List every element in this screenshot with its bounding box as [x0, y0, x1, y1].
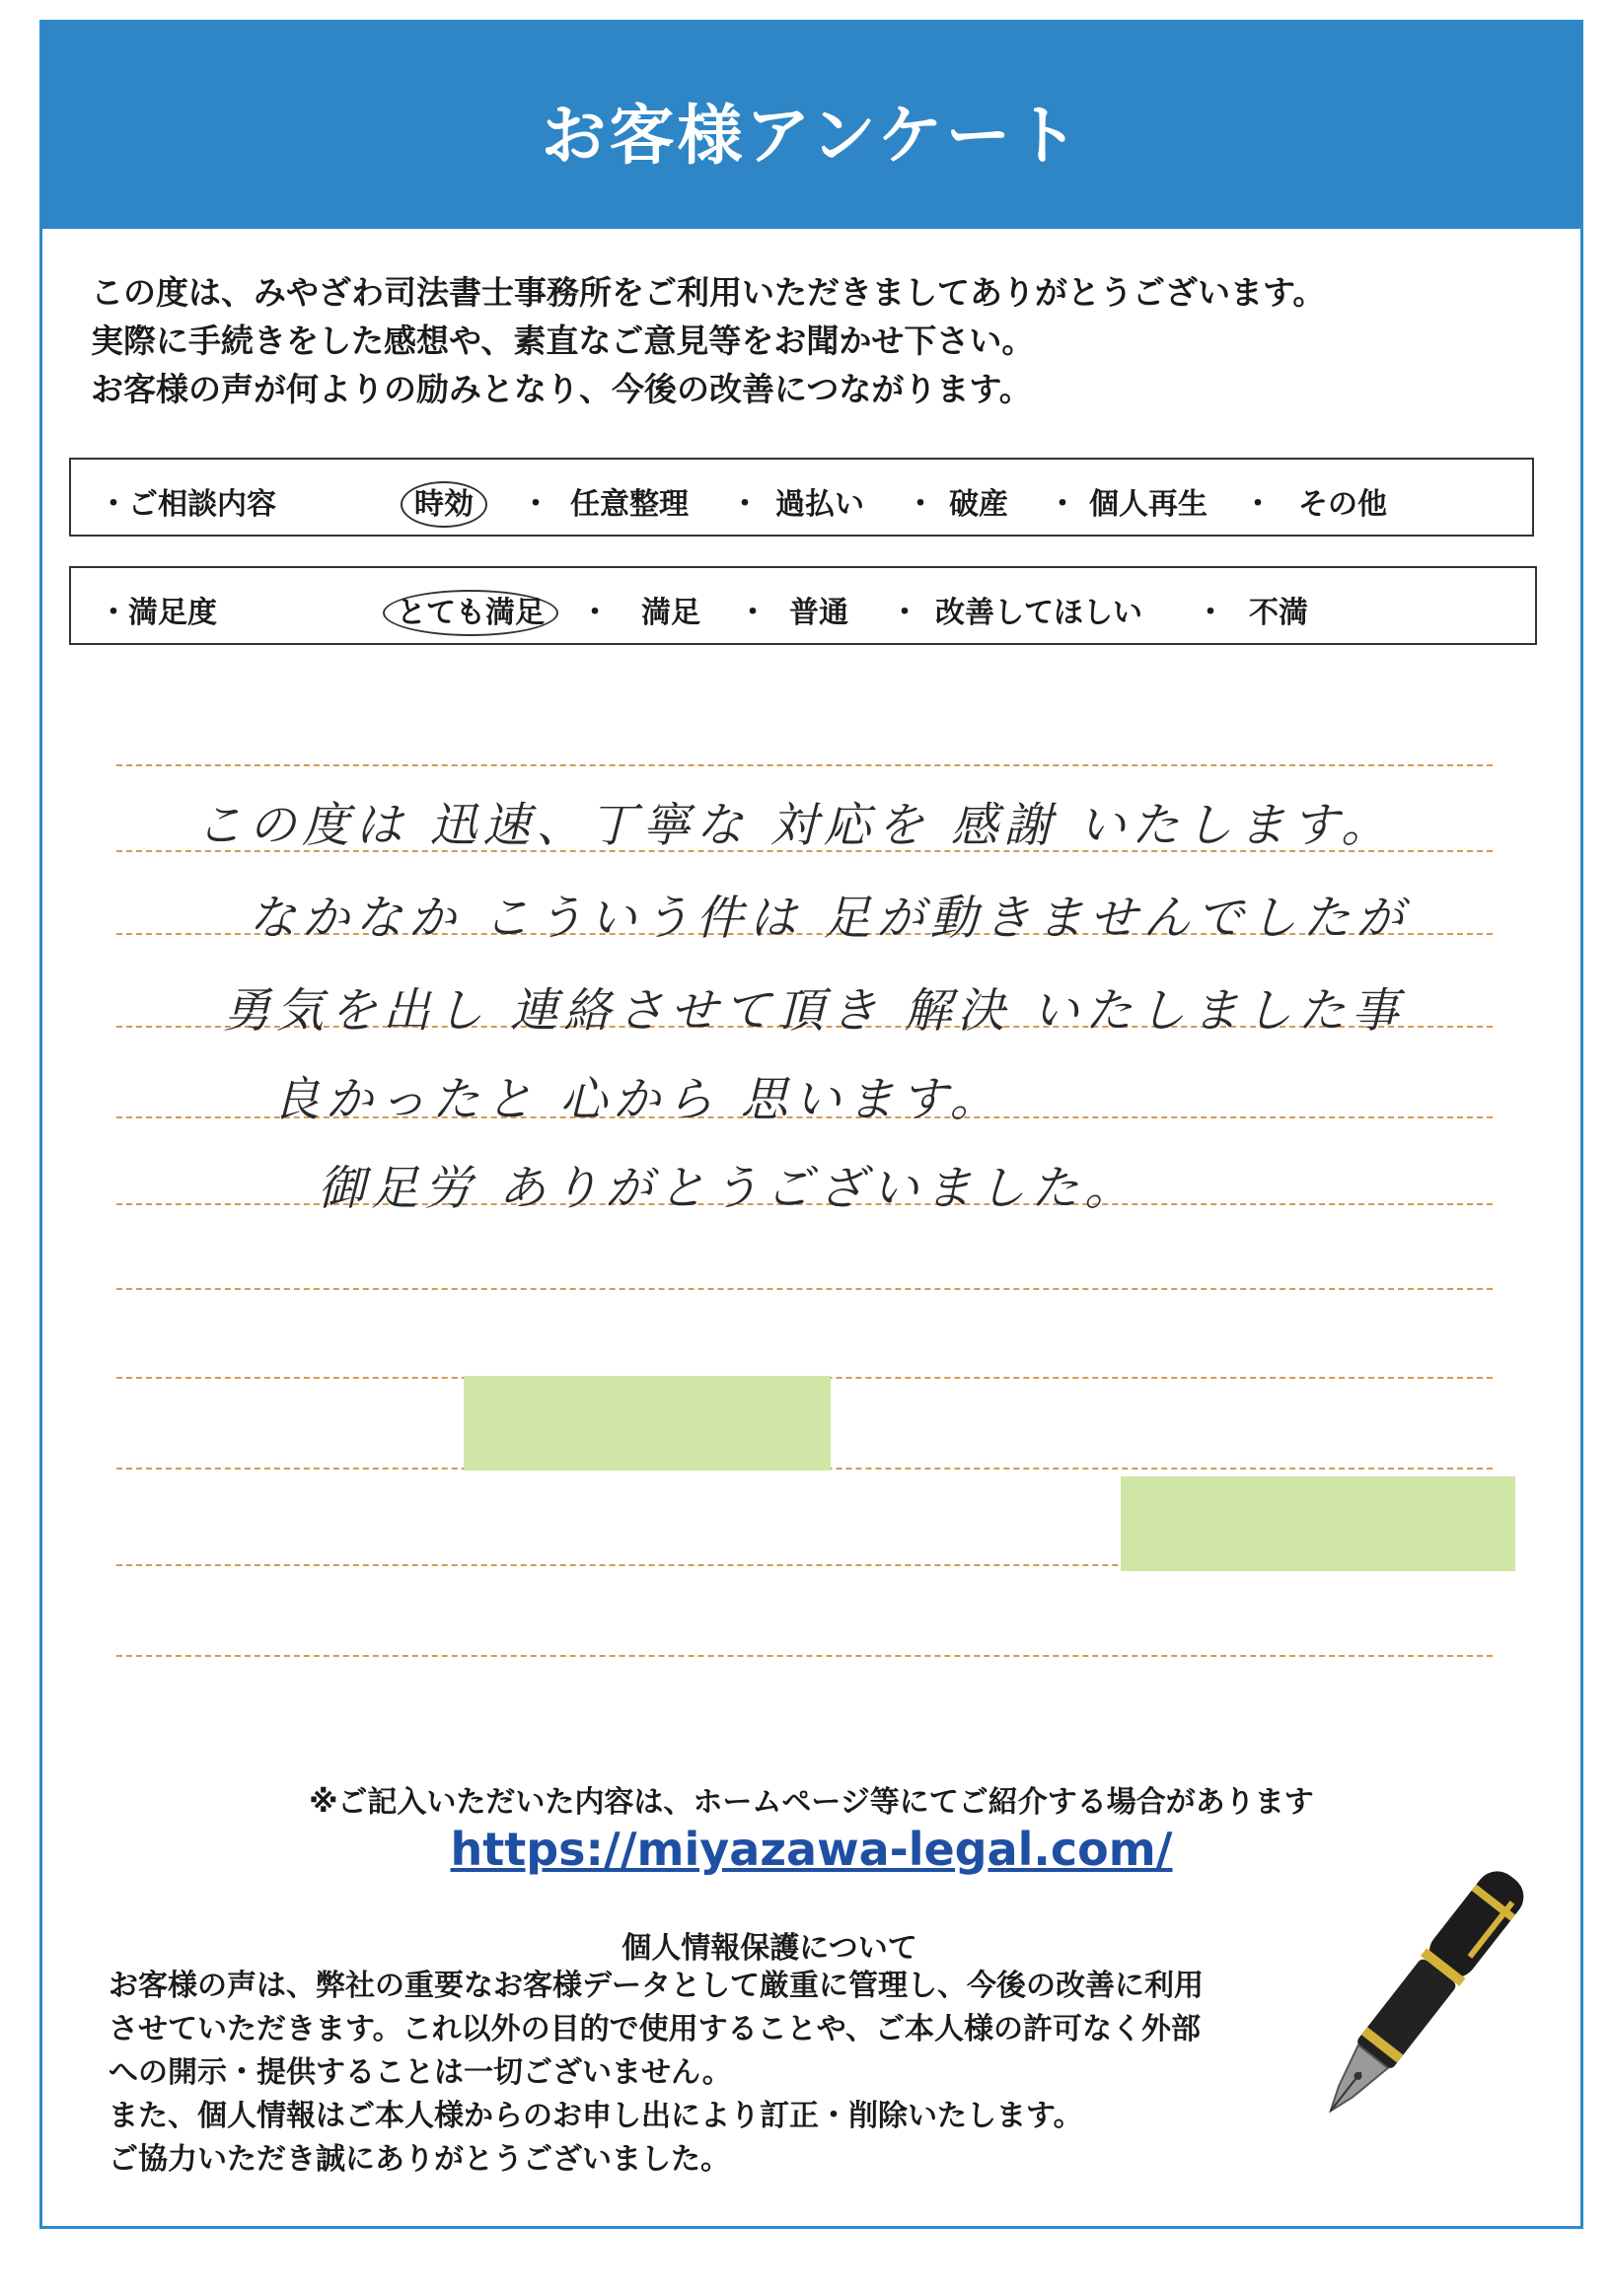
- separator: ・: [730, 487, 760, 522]
- consultation-option[interactable]: 個人再生: [1089, 487, 1208, 522]
- privacy-line: お客様の声は、弊社の重要なお客様データとして厳重に管理し、今後の改善に利用: [109, 1969, 1204, 2003]
- separator: ・: [521, 487, 550, 522]
- satisfaction-option[interactable]: 普通: [789, 596, 848, 630]
- privacy-text: [109, 1965, 1204, 2182]
- handwritten-comment: 良かったと 心から 思います。: [272, 1072, 1003, 1127]
- consultation-option[interactable]: 任意整理: [570, 487, 689, 522]
- handwritten-comment: 勇気を出し 連絡させて頂き 解決 いたしました事: [223, 983, 1405, 1039]
- ruled-line: [116, 764, 1493, 766]
- satisfaction-option[interactable]: 改善してほしい: [935, 596, 1142, 630]
- redaction-block: [464, 1376, 831, 1471]
- privacy-title: 個人情報保護について: [622, 1931, 917, 1966]
- separator: ・: [890, 596, 919, 630]
- ruled-line: [116, 1288, 1493, 1290]
- privacy-line: させていただきます。これ以外の目的で使用することや、ご本人様の許可なく外部: [109, 2012, 1201, 2046]
- satisfaction-label: ・満足度: [99, 596, 217, 630]
- consultation-option[interactable]: 破産: [949, 487, 1008, 522]
- separator: ・: [738, 596, 768, 630]
- handwritten-comment: この度は 迅速、丁寧な 対応を 感謝 いたします。: [195, 798, 1395, 853]
- consultation-option[interactable]: その他: [1298, 487, 1387, 522]
- separator: ・: [1243, 487, 1273, 522]
- separator: ・: [580, 596, 610, 630]
- website-link[interactable]: https://miyazawa-legal.com/: [450, 1823, 1173, 1876]
- consultation-option-selected[interactable]: 時効: [414, 479, 487, 523]
- intro-line: 実際に手続きをした感想や、素直なご意見等をお聞かせ下さい。: [91, 322, 1035, 360]
- intro-line: お客様の声が何よりの励みとなり、今後の改善につながります。: [91, 370, 1032, 408]
- consultation-box: [69, 458, 1534, 537]
- redaction-block: [1121, 1476, 1515, 1571]
- privacy-line: への開示・提供することは一切ございません。: [109, 2055, 732, 2090]
- separator: ・: [1196, 596, 1225, 630]
- consultation-option[interactable]: 過払い: [775, 487, 864, 522]
- ruled-line: [116, 1655, 1493, 1657]
- fountain-pen-icon: [1282, 1854, 1549, 2150]
- privacy-line: ご協力いただき誠にありがとうございました。: [109, 2142, 730, 2177]
- page-title: お客様アンケート: [541, 98, 1082, 174]
- separator: ・: [906, 487, 935, 522]
- satisfaction-option[interactable]: 不満: [1249, 596, 1308, 630]
- handwritten-comment: 御足労 ありがとうございました。: [318, 1161, 1138, 1216]
- intro-line: この度は、みやざわ司法書士事務所をご利用いただきましてありがとうございます。: [91, 273, 1326, 312]
- separator: ・: [1048, 487, 1077, 522]
- publication-notice: ※ご記入いただいた内容は、ホームページ等にてご紹介する場合があります: [309, 1785, 1314, 1820]
- satisfaction-box: [69, 566, 1537, 645]
- consultation-label: ・ご相談内容: [99, 487, 276, 522]
- satisfaction-option[interactable]: 満足: [641, 596, 700, 630]
- intro-text: [91, 268, 1325, 413]
- privacy-line: また、個人情報はご本人様からのお申し出により訂正・削除いたします。: [109, 2099, 1083, 2133]
- satisfaction-option-selected[interactable]: とても満足: [397, 588, 558, 631]
- handwritten-comment: なかなか こういう件は 足が動きませんでしたが: [249, 891, 1410, 946]
